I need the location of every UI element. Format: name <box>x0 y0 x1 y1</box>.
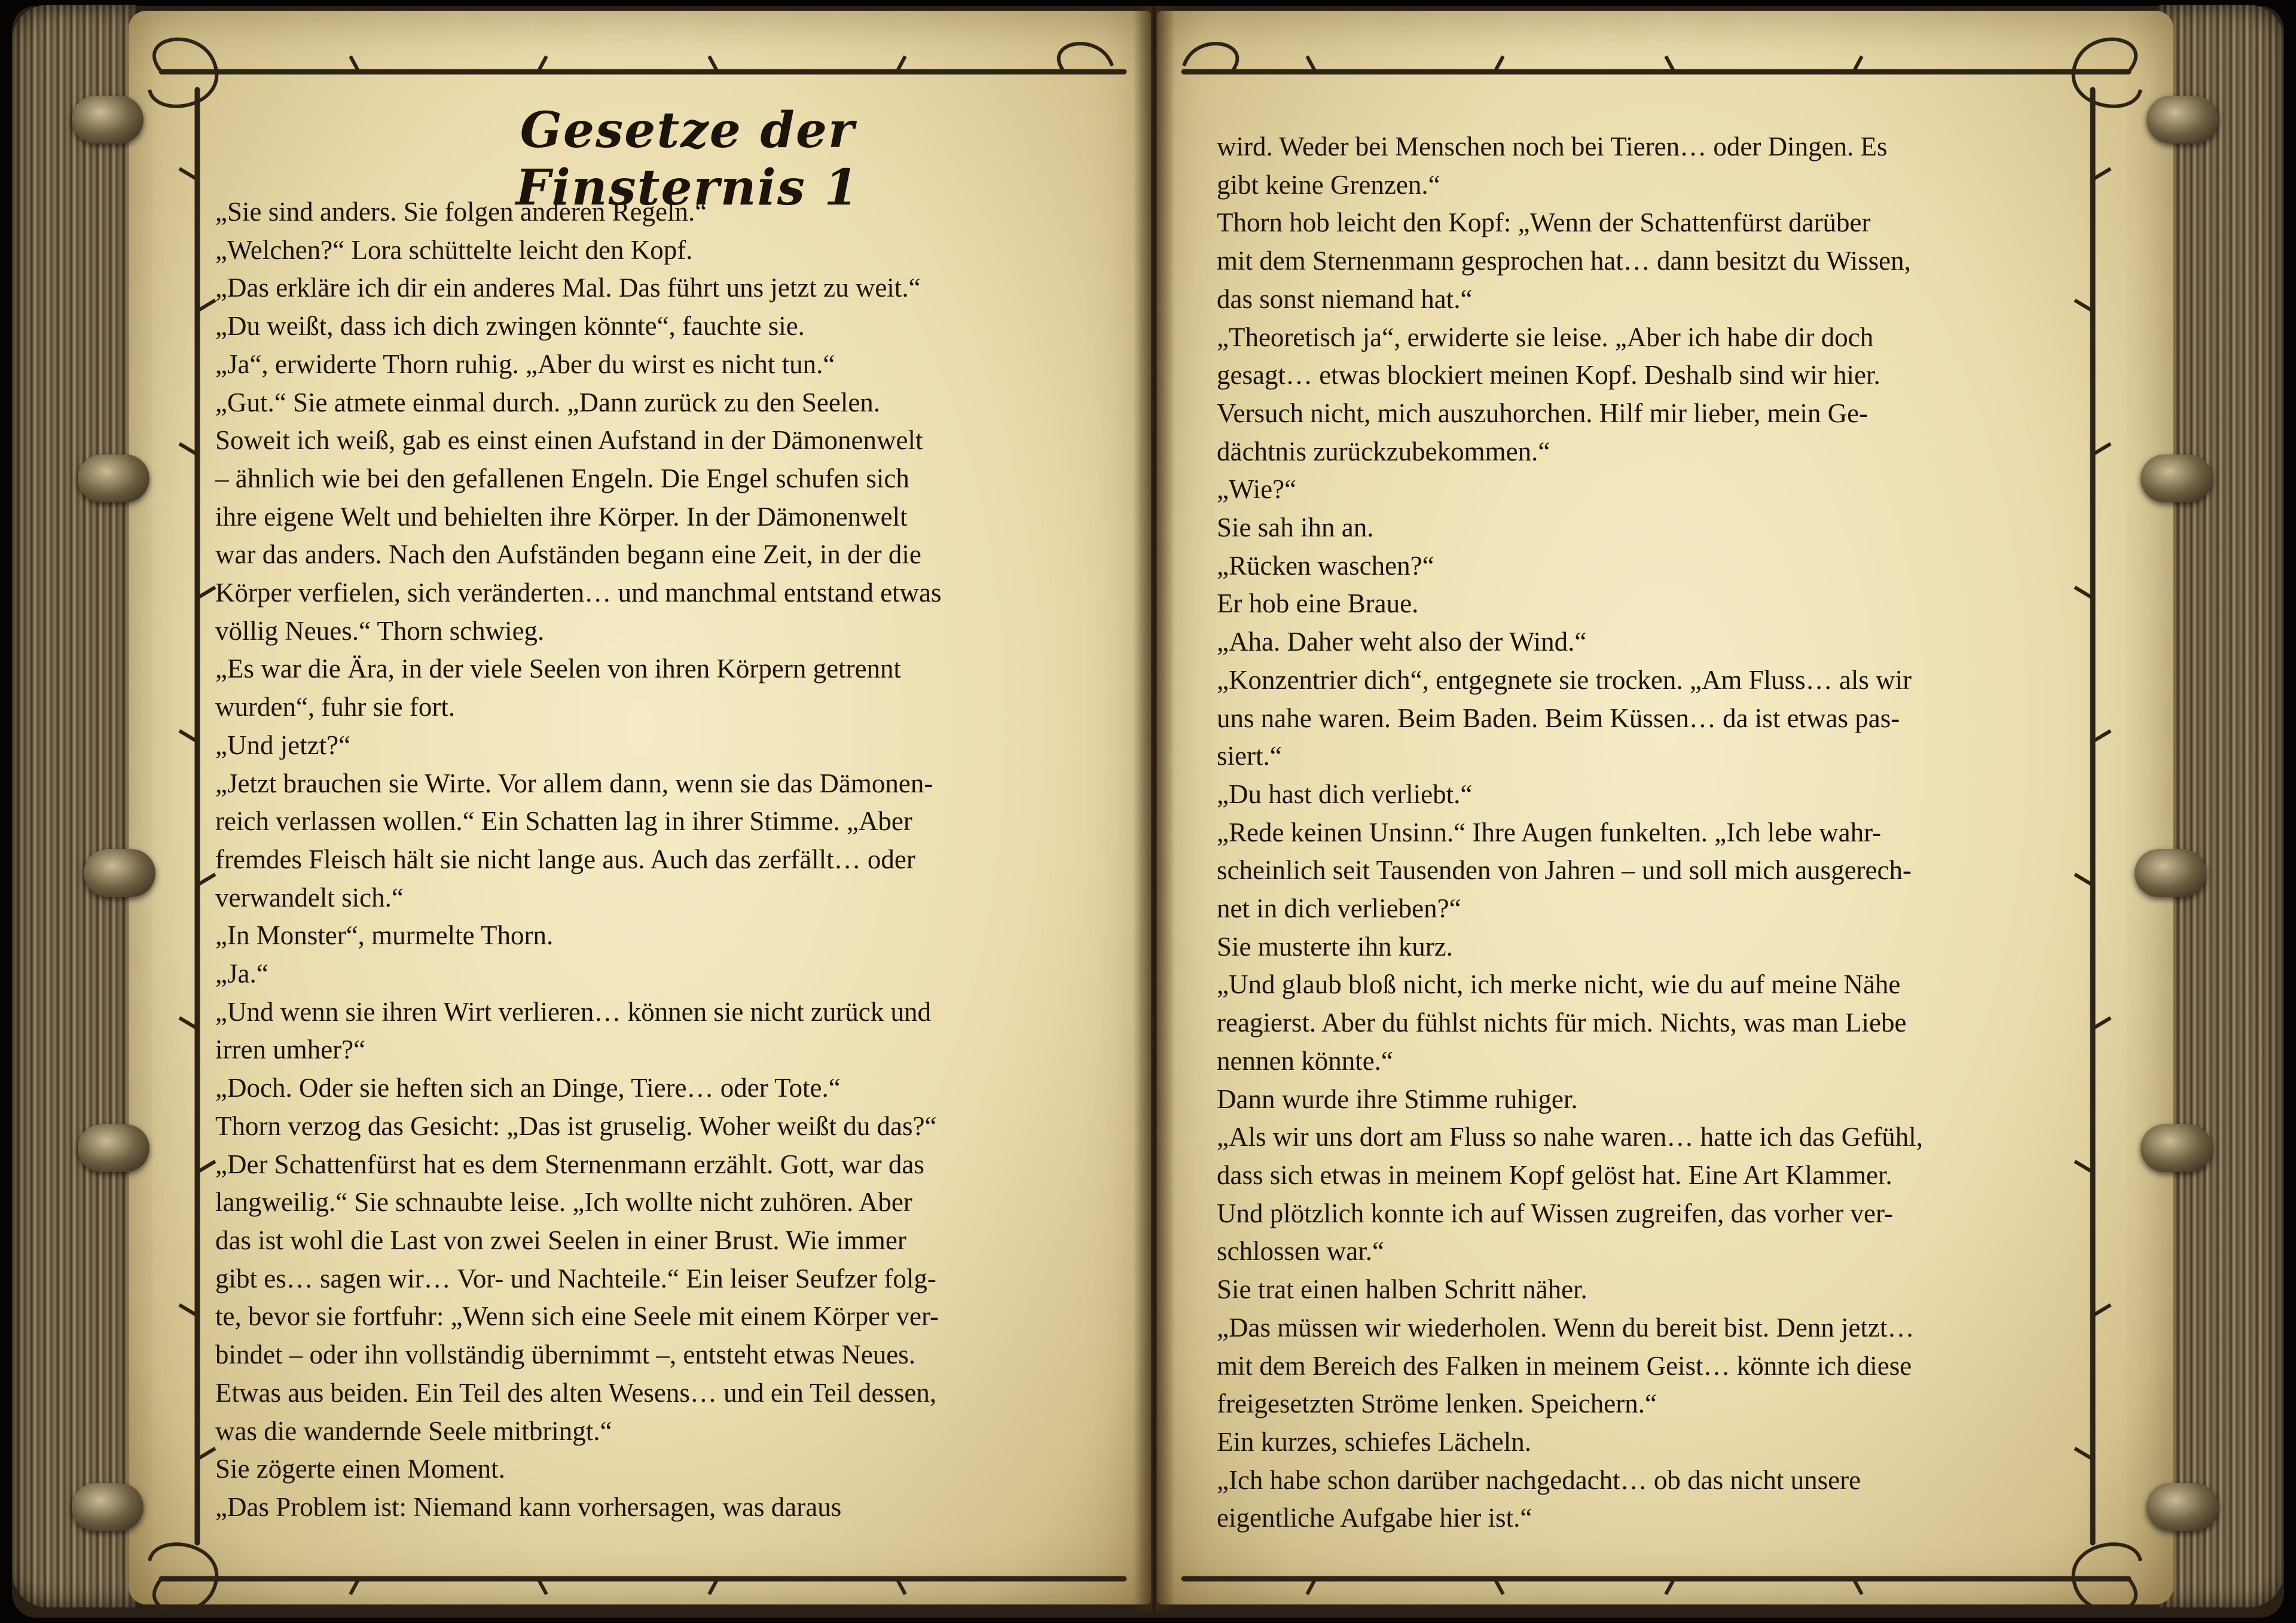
text-line: fremdes Fleisch hält sie nicht lange aus. Auch das zerfällt… oder <box>215 844 915 874</box>
binding-knot <box>72 96 144 144</box>
text-line: „Ja.“ <box>215 959 268 989</box>
text-line: „Du weißt, dass ich dich zwingen könnte“, fauchte sie. <box>215 311 805 341</box>
text-line: „Rücken waschen?“ <box>1217 550 1434 581</box>
right-page-text <box>1217 128 1923 1537</box>
text-line: dächtnis zurückzubekommen.“ <box>1217 436 1550 466</box>
text-line: wird. Weder bei Menschen noch bei Tieren… oder Dingen. Es <box>1217 132 1888 161</box>
text-line: te, bevor sie fortfuhr: „Wenn sich eine Seele mit einem Körper ver- <box>215 1301 939 1332</box>
binding-knot <box>84 849 155 897</box>
text-line: „Ja“, erwiderte Thorn ruhig. „Aber du wirst es nicht tun.“ <box>215 349 835 379</box>
text-line: „In Monster“, murmelte Thorn. <box>215 920 554 951</box>
text-line: Thorn verzog das Gesicht: „Das ist gruselig. Woher weißt du das?“ <box>215 1111 937 1141</box>
text-line: „Welchen?“ Lora schüttelte leicht den Kopf. <box>215 234 693 265</box>
text-line: völlig Neues.“ Thorn schwieg. <box>215 615 545 646</box>
text-line: schlossen war.“ <box>1217 1236 1384 1267</box>
left-page-text <box>215 193 942 1527</box>
text-line: „Aha. Daher weht also der Wind.“ <box>1217 627 1587 657</box>
text-line: „Das Problem ist: Niemand kann vorhersagen, was daraus <box>215 1491 842 1522</box>
text-line: „Und jetzt?“ <box>215 730 351 760</box>
text-line: Thorn hob leicht den Kopf: „Wenn der Schattenfürst darüber <box>1217 208 1871 238</box>
text-line: reagierst. Aber du fühlst nichts für mich. Nichts, was man Liebe <box>1217 1008 1907 1038</box>
text-line: siert.“ <box>1217 741 1282 771</box>
page-title: Gesetze der Finsternis 1 <box>515 102 860 216</box>
text-line: „Theoretisch ja“, erwiderte sie leise. „Aber ich habe dir doch <box>1217 322 1874 352</box>
text-line: „Es war die Ära, in der viele Seelen von ihren Körpern getrennt <box>215 654 902 684</box>
text-line: „Rede keinen Unsinn.“ Ihre Augen funkelten. „Ich lebe wahr- <box>1217 817 1882 847</box>
text-line: freigesetzten Ströme lenken. Speichern.“ <box>1217 1389 1657 1419</box>
text-line: Er hob eine Braue. <box>1217 588 1419 619</box>
text-line: Sie musterte ihn kurz. <box>1217 931 1453 962</box>
text-line: nennen könnte.“ <box>1217 1045 1393 1076</box>
binding-knot <box>78 1124 149 1172</box>
text-line: gesagt… etwas blockiert meinen Kopf. Deshalb sind wir hier. <box>1217 360 1880 391</box>
text-line: mit dem Bereich des Falken in meinem Geist… könnte ich diese <box>1217 1350 1912 1381</box>
text-line: wurden“, fuhr sie fort. <box>215 692 456 722</box>
text-line: Soweit ich weiß, gab es einst einen Aufstand in der Dämonenwelt <box>215 425 923 456</box>
text-line: das sonst niemand hat.“ <box>1217 283 1473 314</box>
text-line: „Doch. Oder sie heften sich an Dinge, Tiere… oder Tote.“ <box>215 1073 841 1103</box>
text-line: reich verlassen wollen.“ Ein Schatten lag in ihrer Stimme. „Aber <box>215 806 912 837</box>
text-line: „Gut.“ Sie atmete einmal durch. „Dann zurück zu den Seelen. <box>215 387 881 417</box>
text-line: Ein kurzes, schiefes Lächeln. <box>1217 1426 1532 1457</box>
text-line: gibt es… sagen wir… Vor- und Nachteile.“ Ein leiser Seufzer folg- <box>215 1263 936 1293</box>
binding-knot <box>78 454 149 502</box>
text-line: uns nahe waren. Beim Baden. Beim Küssen… da ist etwas pas- <box>1217 703 1900 733</box>
text-line: „Das erkläre ich dir ein anderes Mal. Das führt uns jetzt zu weit.“ <box>215 273 921 303</box>
text-line: „Der Schattenfürst hat es dem Sternenmann erzählt. Gott, war das <box>215 1149 924 1179</box>
text-line: „Du hast dich verliebt.“ <box>1217 779 1473 809</box>
text-line: Sie zögerte einen Moment. <box>215 1454 505 1484</box>
text-line: gibt keine Grenzen.“ <box>1217 169 1440 200</box>
text-line: „Jetzt brauchen sie Wirte. Vor allem dann, wenn sie das Dämonen- <box>215 768 933 798</box>
text-line: scheinlich seit Tausenden von Jahren – und soll mich ausgerech- <box>1217 855 1912 886</box>
text-line: „Und glaub bloß nicht, ich merke nicht, wie du auf meine Nähe <box>1217 969 1901 1000</box>
binding-knot <box>2147 1483 2218 1531</box>
text-line: das ist wohl die Last von zwei Seelen in einer Brust. Wie immer <box>215 1225 906 1255</box>
text-line: „Ich habe schon darüber nachgedacht… ob das nicht unsere <box>1217 1465 1861 1495</box>
text-line: war das anders. Nach den Aufständen begann eine Zeit, in der die <box>215 539 921 570</box>
text-line: „Wie?“ <box>1217 474 1297 505</box>
text-line: dass sich etwas in meinem Kopf gelöst hat. Eine Art Klammer. <box>1217 1160 1892 1190</box>
text-line: Versuch nicht, mich auszuhorchen. Hilf mir lieber, mein Ge- <box>1217 398 1868 428</box>
text-line: Dann wurde ihre Stimme ruhiger. <box>1217 1084 1578 1114</box>
text-line: „Konzentrier dich“, entgegnete sie trocken. „Am Fluss… als wir <box>1217 664 1912 695</box>
text-line: „Und wenn sie ihren Wirt verlieren… können sie nicht zurück und <box>215 996 932 1027</box>
binding-knot <box>72 1483 144 1531</box>
text-line: was die wandernde Seele mitbringt.“ <box>215 1415 612 1446</box>
text-line: „Das müssen wir wiederholen. Wenn du bereit bist. Denn jetzt… <box>1217 1312 1915 1343</box>
text-line: Sie sah ihn an. <box>1217 512 1374 543</box>
text-line: „Als wir uns dort am Fluss so nahe waren… hatte ich das Gefühl, <box>1217 1122 1923 1152</box>
text-line: ihre eigene Welt und behielten ihre Körper. In der Dämonenwelt <box>215 501 908 532</box>
text-line: verwandelt sich.“ <box>215 882 404 913</box>
text-line: mit dem Sternenmann gesprochen hat… dann besitzt du Wissen, <box>1217 246 1911 276</box>
binding-knot <box>2135 849 2206 897</box>
text-line: net in dich verlieben?“ <box>1217 893 1461 924</box>
text-line: Und plötzlich konnte ich auf Wissen zugreifen, das vorher ver- <box>1217 1198 1894 1228</box>
text-line: eigentliche Aufgabe hier ist.“ <box>1217 1503 1532 1533</box>
text-line: langweilig.“ Sie schnaubte leise. „Ich wollte nicht zuhören. Aber <box>215 1187 912 1218</box>
binding-knot <box>2147 96 2218 144</box>
text-line: „Sie sind anders. Sie folgen anderen Regeln.“ <box>215 197 707 227</box>
text-line: irren umher?“ <box>215 1035 366 1065</box>
text-line: Sie trat einen halben Schritt näher. <box>1217 1274 1587 1305</box>
binding-knot <box>2141 1124 2212 1172</box>
binding-knot <box>2141 454 2212 502</box>
text-line: Körper verfielen, sich veränderten… und manchmal entstand etwas <box>215 578 942 608</box>
text-line: bindet – oder ihn vollständig übernimmt –, entsteht etwas Neues. <box>215 1340 916 1370</box>
text-line: Etwas aus beiden. Ein Teil des alten Wesens… und ein Teil dessen, <box>215 1377 937 1408</box>
text-line: – ähnlich wie bei den gefallenen Engeln. Die Engel schufen sich <box>215 463 909 493</box>
